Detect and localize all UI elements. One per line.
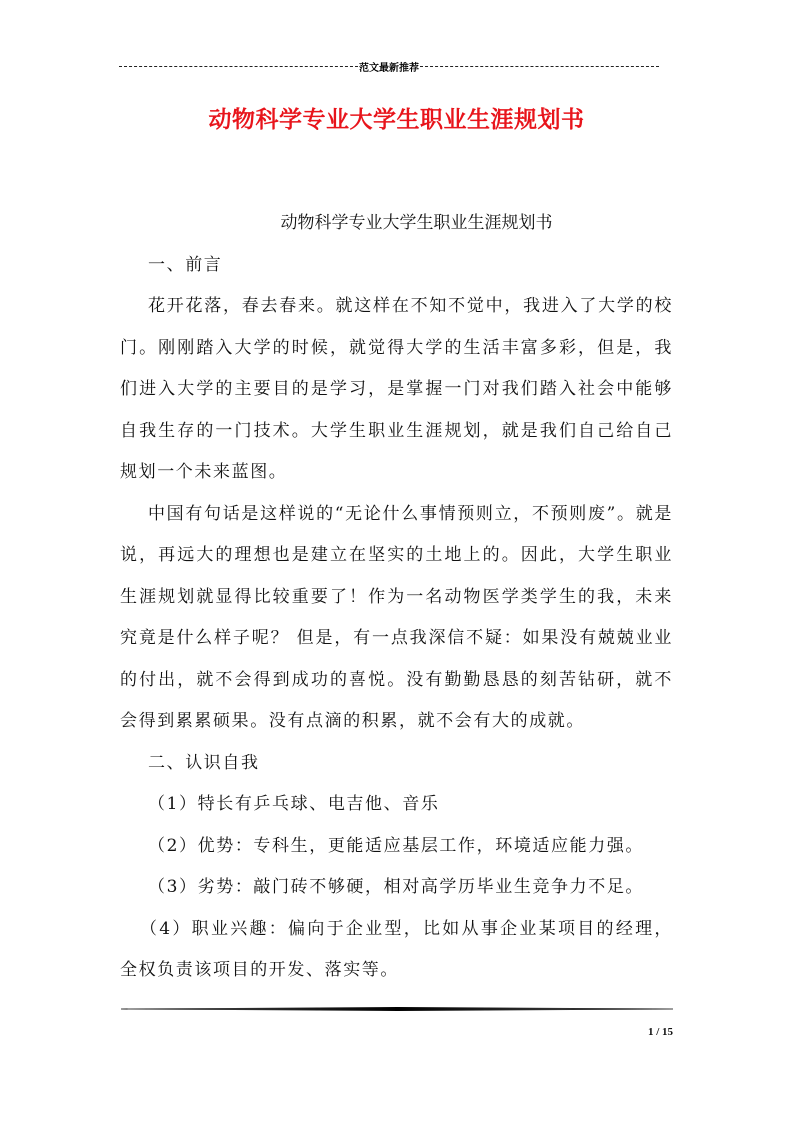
header-label: 范文最新推荐 bbox=[359, 62, 419, 74]
list-item: （1）特长有乒乓球、电吉他、音乐 bbox=[148, 794, 440, 814]
document-title: 动物科学专业大学生职业生涯规划书 bbox=[208, 107, 585, 133]
page-header bbox=[119, 58, 659, 74]
section-heading: 二、认识自我 bbox=[148, 752, 260, 773]
paragraph: 中国有句话是这样说的“无论什么事情预则立，不预则废”。就是说，再远大的理想也是建立在坚实的土地上的。因此，大学生职业生涯规划就显得比较重要了！作为一名动物医学类学生的我，未来究竟是什么样子呢？ 但是，有一点我深信不疑：如果没有兢兢业业的付出，就不会得到成功的喜悦。没有勤勤恳恳的刻苦钻研，就不会得到累累硕果。没有点滴的积累，就不会有大的成就。 bbox=[120, 503, 673, 731]
list-item: （2）优势：专科生，更能适应基层工作，环境适应能力强。 bbox=[148, 835, 645, 856]
paragraph: 花开花落，春去春来。就这样在不知不觉中，我进入了大学的校门。刚刚踏入大学的时候，就觉得大学的生活丰富多彩，但是，我们进入大学的主要目的是学习，是掌握一门对我们踏入社会中能够自我生存的一门技术。大学生职业生涯规划，就是我们自己给自己规划一个未来蓝图。 bbox=[120, 296, 673, 482]
header-dashed-rule bbox=[420, 66, 659, 67]
document-subtitle: 动物科学专业大学生职业生涯规划书 bbox=[280, 213, 553, 233]
header-dashed-rule bbox=[119, 66, 358, 67]
document-body bbox=[120, 203, 673, 992]
list-item: （4）职业兴趣：偏向于企业型，比如从事企业某项目的经理，全权负责该项目的开发、落实等。 bbox=[120, 918, 673, 980]
list-item: （3）劣势：敲门砖不够硬，相对高学历毕业生竞争力不足。 bbox=[148, 877, 645, 897]
section-heading: 一、前言 bbox=[148, 254, 223, 275]
footer-rule bbox=[121, 1007, 673, 1011]
page-number: 1 / 15 bbox=[647, 1026, 673, 1038]
